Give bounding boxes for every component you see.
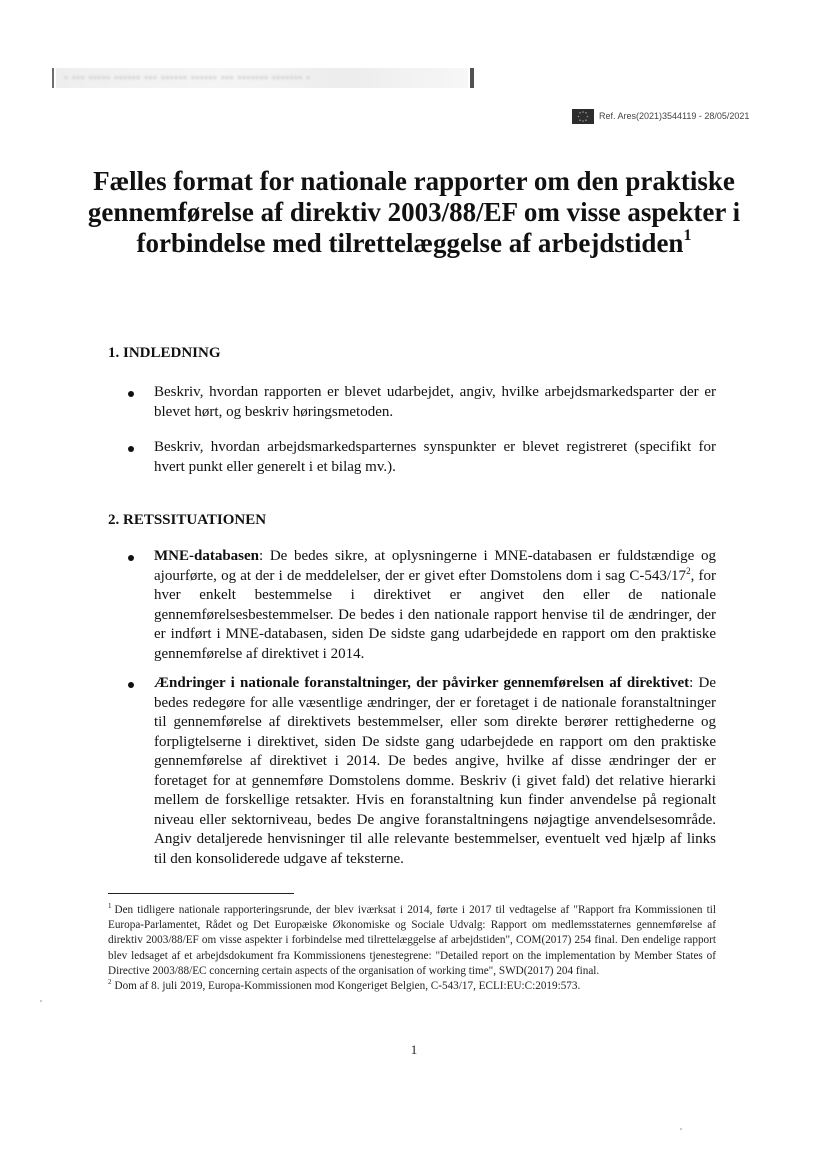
list-item-mne-database [154, 547, 716, 664]
scan-speck [680, 1128, 682, 1130]
scan-speck [40, 1000, 42, 1002]
footnote-2-number: 2 [108, 978, 112, 987]
scan-header-text: ▪ ▪▪▪ ▪▪▪▪▪ ▪▪▪▪▪▪ ▪▪▪ ▪▪▪▪▪▪ ▪▪▪▪▪▪ ▪▪▪ ▪▪▪▪▪▪▪ ▪▪▪▪▪▪▪ ▪ [64, 72, 311, 84]
scan-mark-left [52, 68, 54, 88]
footnote-2-text: Dom af 8. juli 2019, Europa-Kommissionen mod Kongeriget Belgien, C-543/17, ECLI:EU:C:2019:573. [114, 980, 581, 993]
footnote-1-text: Den tidligere nationale rapporteringsrunde, der blev iværksat i 2014, førte i 2017 til vedtagelse af "Rapport fra Kommissionen til Europa-Parlamentet, Rådet og Det Europæiske Økonomiske og Sociale Udvalg: Rapport om medlemsstaternes gennemførelse af direktiv 2003/88/EF om visse aspekter i forbindelse med tilrettelæggelse af arbejdstiden", COM(2017) 254 final. Den endelige rapport blev ledsaget af et arbejdsdokument fra Kommissionens tjenestegrene: "Detailed report on the implementation by Member States of Directive 2003/88/EC concerning certain aspects of the organisation of working time", SWD(2017) 204 final. [108, 904, 716, 977]
national-measures-lead: Ændringer i nationale foranstaltninger, der påvirker gennemførelsen af direktivet [154, 675, 690, 691]
reference-stamp [572, 108, 749, 124]
mne-database-lead: MNE-databasen [154, 548, 260, 564]
footnote-divider [108, 893, 294, 894]
eu-flag-icon [572, 109, 594, 124]
document-title-text: Fælles format for nationale rapporter om den praktiske gennemførelse af direktiv 2003/88/EF om visse aspekter i forbindelse med tilrettelæggelse af arbejdstiden [87, 166, 741, 258]
footnotes [108, 903, 716, 994]
reference-text: Ref. Ares(2021)3544119 - 28/05/2021 [599, 111, 750, 121]
page-number: 1 [410, 1042, 418, 1057]
section-heading-introduction: 1. INDLEDNING [108, 345, 221, 361]
list-item-national-measures [154, 674, 716, 869]
footnote-1 [108, 903, 716, 979]
national-measures-text: : De bedes redegøre for alle væsentlige ændringer, der er foretaget i de nationale foranstaltninger til gennemførelse af direktivets bestemmelser, eller som direkte berører rettighederne og forpligtelserne i direktivet, siden De sidste gang udarbejdede en rapport om den praktiske gennemførelse af direktivet i 2014. De bedes angive, hvilke af disse ændringer der er foretaget for at gennemføre Domstolens domme. Beskriv (i givet fald) det relative hierarki mellem de forskellige retsakter. Hvis en foranstaltning kun finder anvendelse på regionalt niveau eller sektorniveau, bedes De angive foranstaltningens nøjagtige anvendelsesområde. Angiv detaljerede henvisninger til alle relevante bestemmelser, eventuelt ved hjælp af links til den konsoliderede udgave af teksterne. [154, 675, 716, 867]
list-item-social-partners: Beskriv, hvordan arbejdsmarkedsparternes synspunkter er blevet registreret (specifikt for hvert punkt eller generelt i et bilag mv.). [154, 439, 716, 475]
document-title [60, 166, 768, 259]
footnote-1-number: 1 [108, 902, 112, 910]
mne-database-text-a: : De bedes sikre, at oplysningerne i MNE-databasen er fuldstændige og ajourførte, og at der i de meddelelser, der er givet efter Domstolens dom i sag C-543/17 [154, 548, 716, 584]
footnote-ref-2[interactable]: 2 [686, 565, 691, 576]
mne-database-text-b: , for hver enkelt bestemmelse i direktivet er angivet den eller de nationale gennemførelsesbestemmelser. De bedes i den nationale rapport henvise til de ændringer, der er indført i MNE-databasen, siden De sidste gang udarbejdede en rapport om den praktiske gennemførelse af direktivet i 2014. [154, 567, 716, 662]
scan-header-strip [56, 68, 468, 88]
title-footnote-ref[interactable]: 1 [683, 227, 692, 244]
scan-mark-right [470, 68, 474, 88]
section-heading-legal-situation: 2. RETSSITUATIONEN [108, 512, 267, 528]
list-item-report-preparation: Beskriv, hvordan rapporten er blevet udarbejdet, angiv, hvilke arbejdsmarkedsparter der er blevet hørt, og beskriv høringsmetoden. [154, 384, 716, 420]
footnote-2 [108, 979, 716, 994]
